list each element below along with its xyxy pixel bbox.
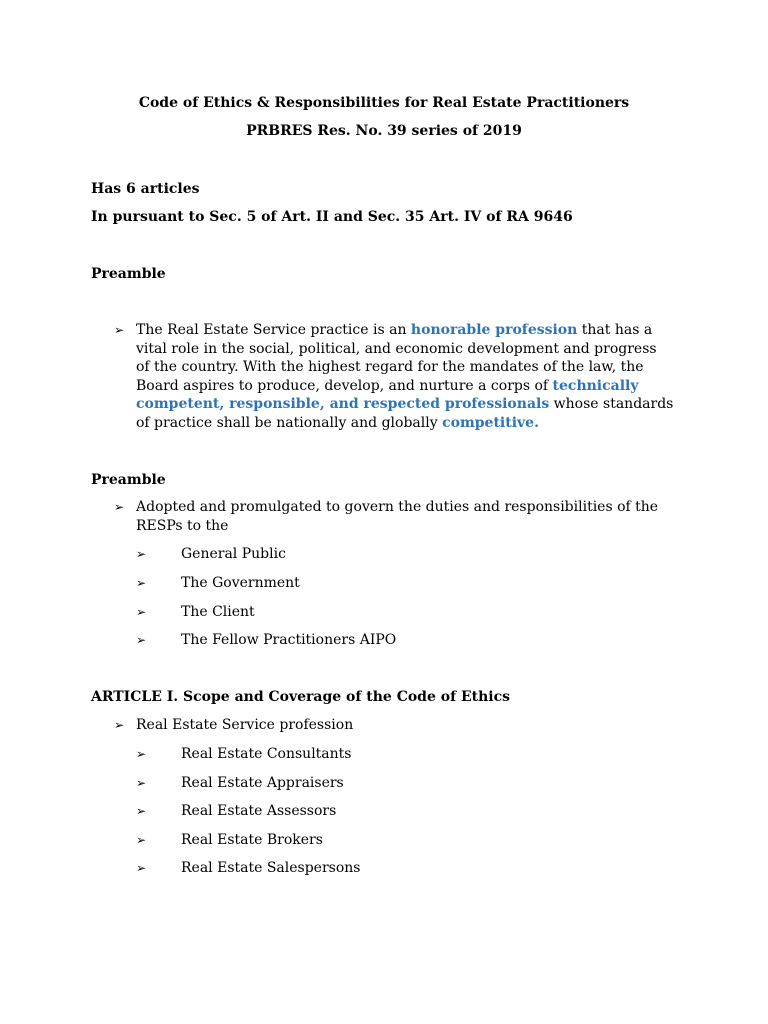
list-item: [136, 603, 255, 621]
preamble-heading-1: Preamble: [91, 266, 166, 282]
preamble-bullet-text: Adopted and promulgated to govern the duties and responsibilities of the RESPs to the: [136, 499, 659, 534]
list-item-label: General Public: [181, 546, 286, 562]
arrow-bullet-icon: ➢: [114, 323, 125, 337]
arrow-bullet-icon: ➢: [136, 547, 147, 561]
highlight-honorable-profession: honorable profession: [410, 322, 578, 338]
list-item-label: The Fellow Practitioners AIPO: [181, 632, 397, 648]
preamble-text: [136, 321, 674, 432]
list-item-label: Real Estate Consultants: [181, 746, 352, 762]
articles-count: Has 6 articles: [91, 181, 200, 197]
article-1-bullet-text: Real Estate Service profession: [136, 717, 354, 733]
arrow-bullet-icon: ➢: [136, 605, 147, 619]
list-item: [136, 774, 344, 792]
list-item-label: The Government: [181, 575, 300, 591]
arrow-bullet-icon: ➢: [136, 576, 147, 590]
preamble-heading-2: Preamble: [91, 472, 166, 488]
arrow-bullet-icon: ➢: [136, 776, 147, 790]
list-item-label: Real Estate Assessors: [181, 803, 337, 819]
highlight-competitive: competitive.: [442, 414, 539, 431]
arrow-bullet-icon: ➢: [114, 718, 125, 732]
text-segment: The Real Estate Service practice is an: [136, 322, 411, 338]
list-item-label: Real Estate Salespersons: [181, 860, 361, 876]
list-item: [136, 545, 286, 563]
list-item-label: Real Estate Brokers: [181, 832, 323, 848]
preamble-bullet: [114, 498, 674, 535]
arrow-bullet-icon: ➢: [136, 861, 147, 875]
text-segment: whose standards of practice shall be nationally and globally: [136, 396, 674, 431]
list-item: [136, 631, 396, 649]
document-subtitle: PRBRES Res. No. 39 series of 2019: [246, 123, 522, 139]
arrow-bullet-icon: ➢: [136, 833, 147, 847]
article-1-heading: ARTICLE I. Scope and Coverage of the Code of Ethics: [91, 689, 511, 705]
article-1-bullet: [114, 716, 674, 735]
highlight-competent-professionals: technically competent, responsible, and respected professionals: [136, 377, 639, 412]
arrow-bullet-icon: ➢: [136, 804, 147, 818]
preamble-paragraph: [114, 321, 674, 432]
text-segment: that has a vital role in the social, political, and economic development and progress of the country. With the highest regard for the mandates of the law, the Board aspires to produce, develop, and nurture a corps of: [136, 322, 657, 394]
document-title: Code of Ethics & Responsibilities for Real Estate Practitioners: [138, 95, 630, 111]
arrow-bullet-icon: ➢: [136, 633, 147, 647]
list-item-label: The Client: [181, 604, 255, 620]
arrow-bullet-icon: ➢: [114, 500, 125, 514]
arrow-bullet-icon: ➢: [136, 747, 147, 761]
list-item: [136, 859, 360, 877]
list-item: [136, 574, 300, 592]
list-item-label: Real Estate Appraisers: [181, 775, 344, 791]
list-item: [136, 831, 323, 849]
list-item: [136, 745, 351, 763]
pursuant-statement: In pursuant to Sec. 5 of Art. II and Sec. 35 Art. IV of RA 9646: [91, 209, 573, 225]
list-item: [136, 802, 336, 820]
